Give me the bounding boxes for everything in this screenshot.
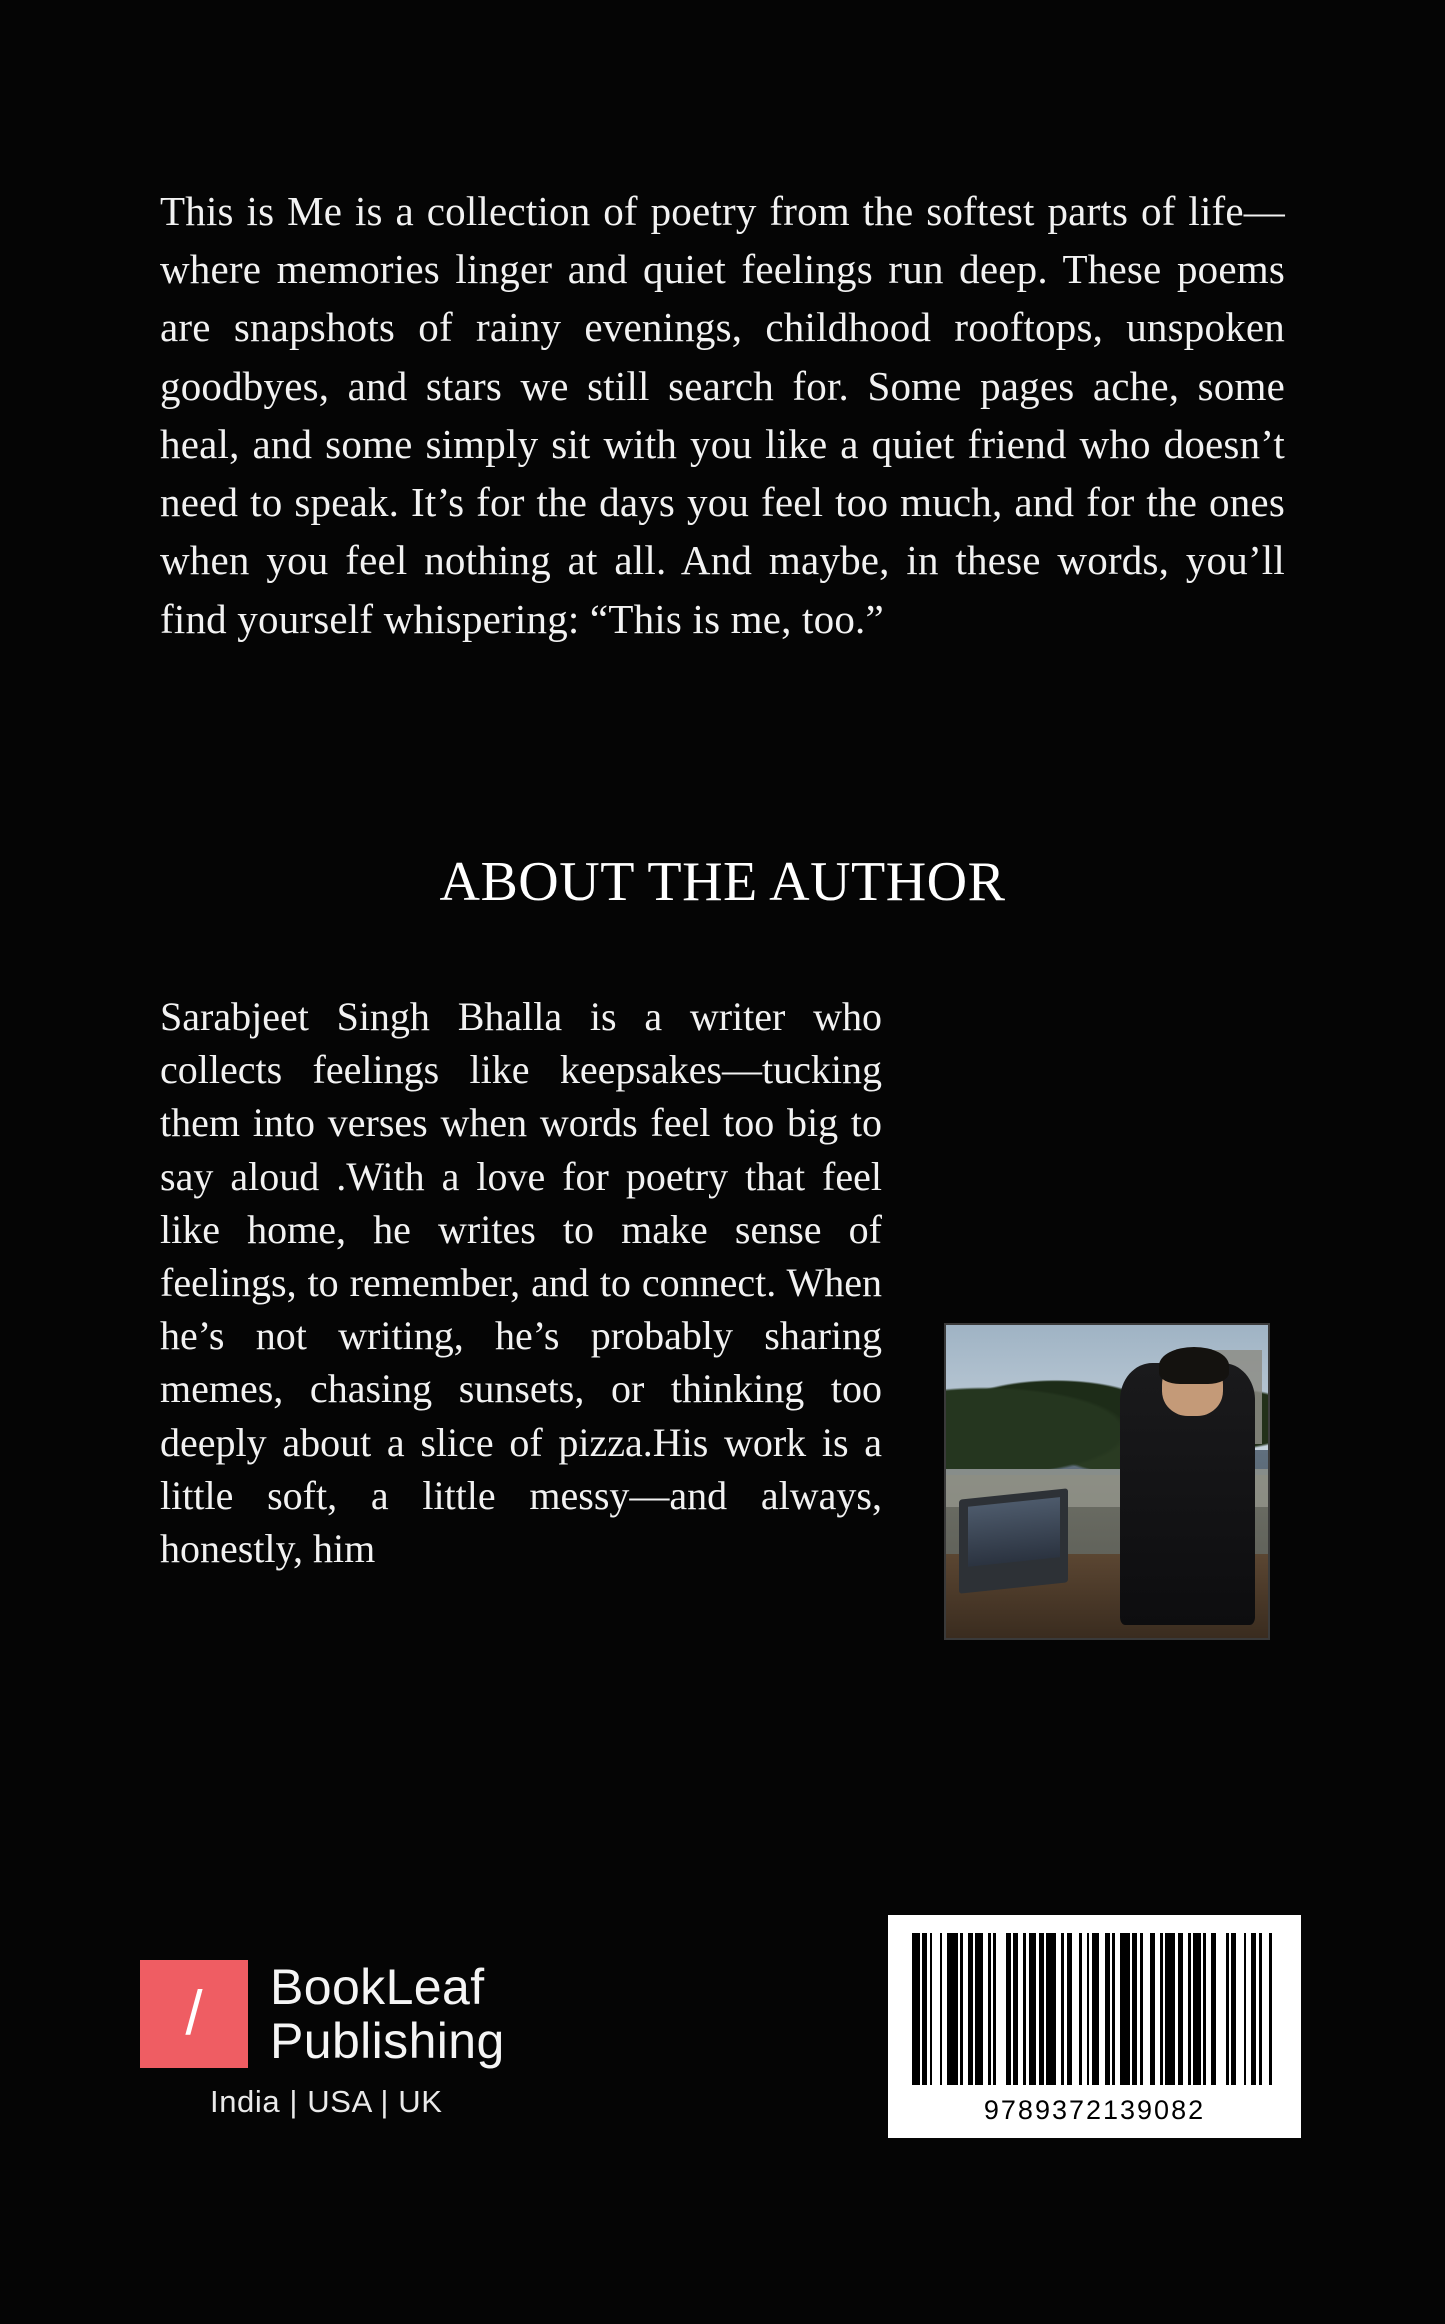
photo-laptop: [959, 1488, 1068, 1593]
author-photo: [944, 1323, 1270, 1640]
barcode-bars: [912, 1933, 1277, 2085]
author-bio: [160, 990, 882, 1575]
isbn-number: 9789372139082: [983, 2095, 1206, 2125]
publisher-name-line1: BookLeaf: [270, 1959, 485, 2015]
barcode-bar: [1165, 1933, 1175, 2085]
barcode-bar: [1029, 1933, 1037, 2085]
barcode-bar: [1216, 1933, 1226, 2085]
publisher-logo: [140, 1960, 560, 2120]
book-blurb-text: This is Me is a collection of poetry from the softest parts of life—where memories linger and quiet feelings run deep. These poems are snapshots of rainy evenings, childhood rooftops, unspoken goodbyes, and stars we still search for. Some pages ache, some heal, and some simply sit with you like a quiet friend who doesn’t need to speak. It’s for the days you feel too much, and for the ones when you feel nothing at all. And maybe, in these words, you’ll find yourself whispering: “This is me, too.”: [160, 188, 1285, 642]
barcode-bar: [1272, 1933, 1277, 2085]
barcode-bar: [932, 1933, 940, 2085]
publisher-mark-glyph: /: [185, 1979, 203, 2048]
publisher-mark-icon: [140, 1960, 248, 2068]
photo-laptop-screen: [968, 1497, 1060, 1567]
publisher-regions: India | USA | UK: [210, 2084, 443, 2119]
barcode-bar: [975, 1933, 983, 2085]
barcode-bar: [1092, 1933, 1100, 2085]
barcode-bar: [1143, 1933, 1151, 2085]
barcode-bar: [912, 1933, 920, 2085]
barcode-bar: [1046, 1933, 1056, 2085]
book-blurb: [160, 182, 1285, 648]
publisher-name: [270, 1960, 505, 2068]
barcode-bar: [996, 1933, 1006, 2085]
barcode-bar: [1072, 1933, 1080, 2085]
barcode-bar: [947, 1933, 957, 2085]
photo-hair: [1159, 1347, 1230, 1385]
about-the-author-heading: ABOUT THE AUTHOR: [439, 851, 1006, 913]
author-bio-text: Sarabjeet Singh Bhalla is a writer who collects feelings like keepsakes—tucking them into verses when words feel too big to say aloud .With a love for poetry that feel like home, he writes to make sense of feelings, to remember, and to connect. When he’s not writing, he’s probably sharing memes, chasing sunsets, or thinking too deeply about a slice of pizza.His work is a little soft, a little messy—and always, honestly, him: [160, 994, 882, 1571]
barcode-bar: [1193, 1933, 1201, 2085]
barcode-bar: [1262, 1933, 1270, 2085]
publisher-name-line2: Publishing: [270, 2013, 505, 2069]
barcode-bar: [1120, 1933, 1130, 2085]
barcode-bar: [1236, 1933, 1244, 2085]
isbn-barcode: [888, 1915, 1301, 2138]
